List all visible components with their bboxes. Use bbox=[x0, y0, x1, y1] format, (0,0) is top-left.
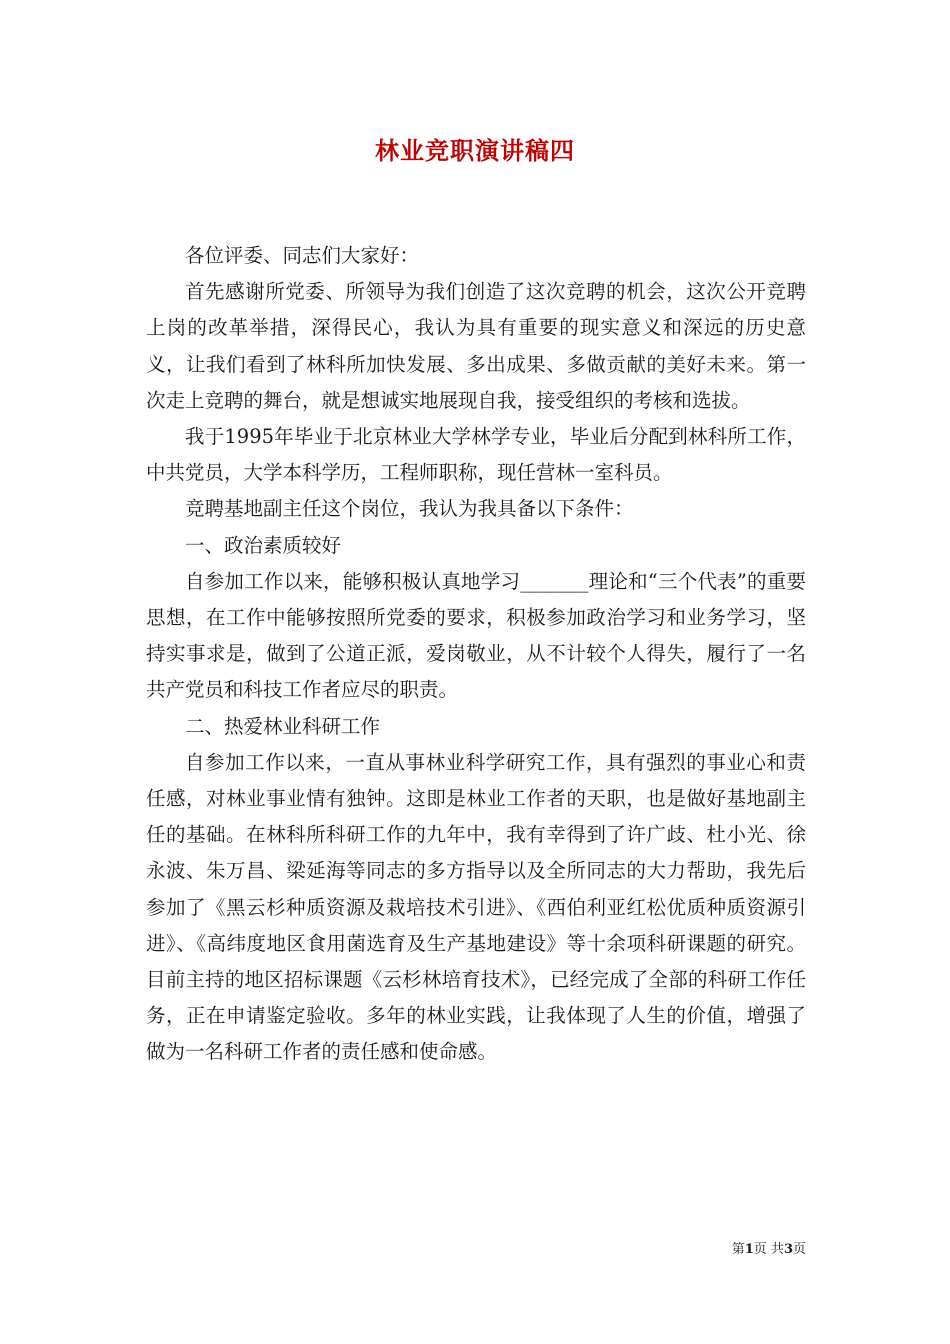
section-heading-2: 二、热爱林业科研工作 bbox=[185, 714, 381, 738]
paragraph-background: 我于1995年毕业于北京林业大学林学专业，毕业后分配到林科所工作，中共党员，大学本科学历，工程师职称，现任营林一室科员。 bbox=[146, 425, 806, 485]
paragraph-greeting: 各位评委、同志们大家好： bbox=[185, 244, 420, 267]
paragraph-thanks: 首先感谢所党委、所领导为我们创造了这次竞聘的机会，这次公开竞聘上岗的改革举措，深得民心，我认为具有重要的现实意义和深远的历史意义，让我们看到了林科所加快发展、多出成果、多做贡献的美好未来。第一次走上竞聘的舞台，就是想诚实地展现自我，接受组织的考核和选拔。 bbox=[146, 280, 806, 412]
paragraph-political: 自参加工作以来，能够积极认真地学习_______理论和“三个代表”的重要思想，在工作中能够按照所党委的要求，积极参加政治学习和业务学习，坚持实事求是，做到了公道正派，爱岗敬业，从不计较个人得失，履行了一名共产党员和科技工作者应尽的职责。 bbox=[146, 569, 806, 702]
footer-suffix: 页 bbox=[792, 1242, 806, 1257]
document-title: 林业竞职演讲稿四 bbox=[375, 136, 575, 165]
document-body bbox=[146, 238, 806, 1071]
footer-middle: 页 共 bbox=[753, 1242, 784, 1257]
section-heading-1: 一、政治素质较好 bbox=[185, 533, 342, 557]
paragraph-conditions-intro: 竞聘基地副主任这个岗位，我认为我具备以下条件： bbox=[185, 497, 634, 521]
footer-total-pages: 3 bbox=[783, 1242, 793, 1257]
footer-prefix: 第 bbox=[731, 1242, 745, 1257]
page-number-footer bbox=[732, 1240, 806, 1260]
paragraph-research: 自参加工作以来，一直从事林业科学研究工作，具有强烈的事业心和责任感，对林业事业情有独钟。这即是林业工作者的天职，也是做好基地副主任的基础。在林科所科研工作的九年中，我有幸得到了许广歧、杜小光、徐永波、朱万昌、梁延海等同志的多方指导以及全所同志的大力帮助，我先后参加了《黑云杉种质资源及栽培技术引进》、《西伯利亚红松优质种质资源引进》、《高纬度地区食用菌选育及生产基地建设》等十余项科研课题的研究。目前主持的地区招标课题《云杉林培育技术》，已经完成了全部的科研工作任务，正在申请鉴定验收。多年的林业实践，让我体现了人生的价值，增强了做为一名科研工作者的责任感和使命感。 bbox=[146, 750, 806, 1064]
footer-current-page: 1 bbox=[744, 1242, 754, 1257]
